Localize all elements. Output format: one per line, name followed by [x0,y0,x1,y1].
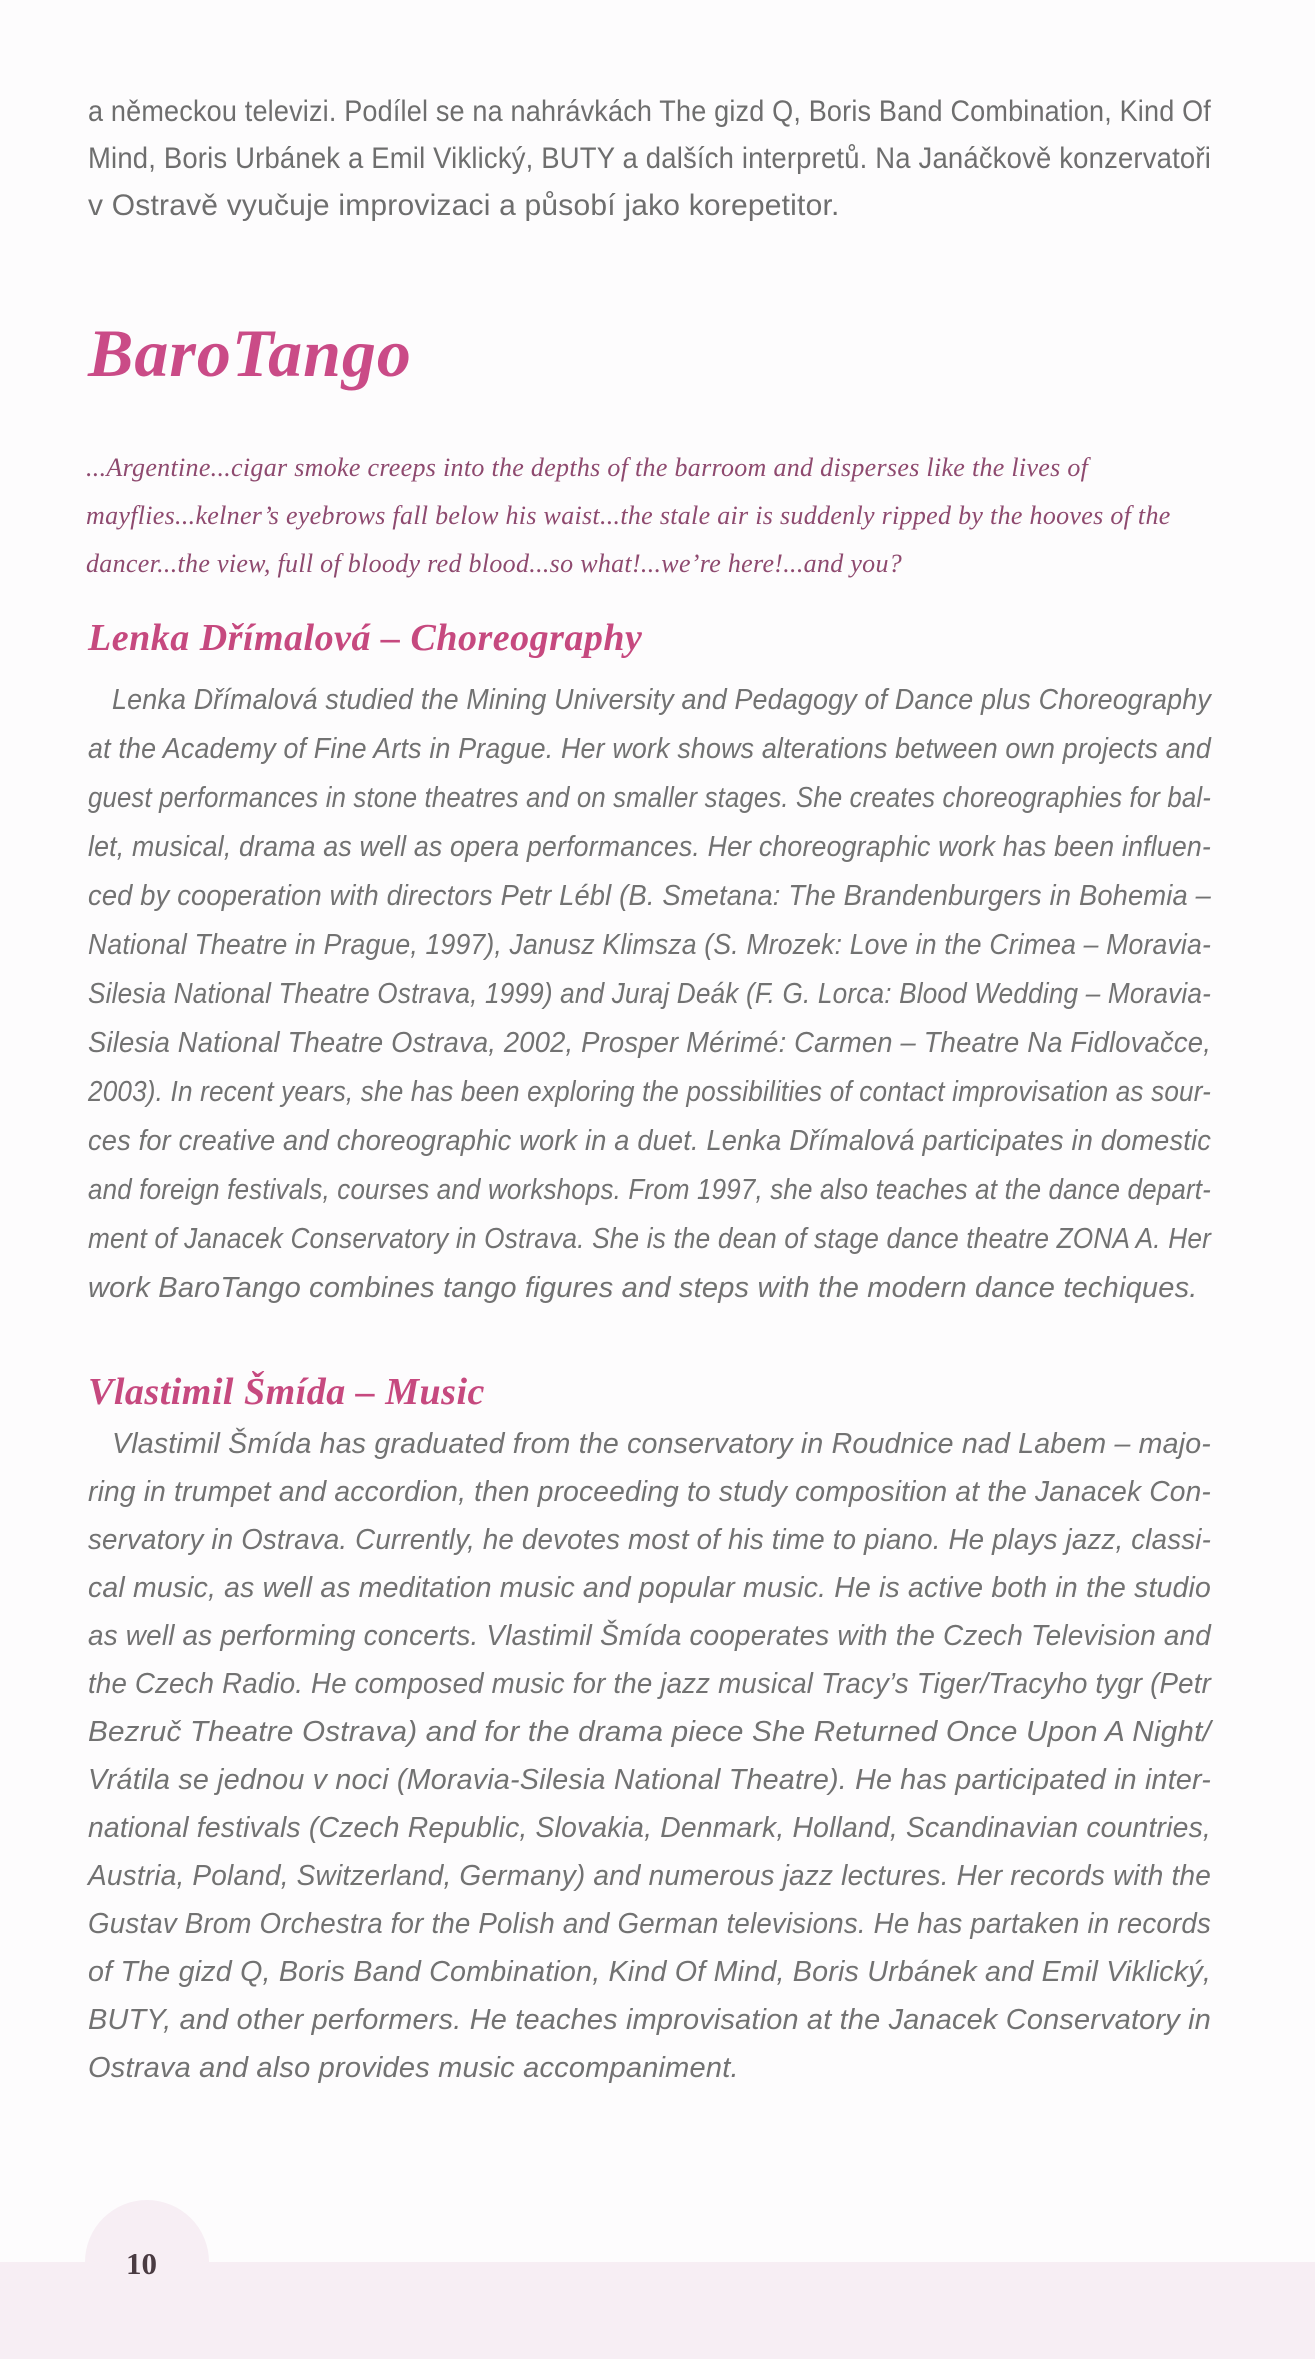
text-line: ced by cooperation with directors Petr Lébl (B. Smetana: The Brandenburgers in Bohemia – [88,880,1211,912]
text-line: Silesia National Theatre Ostrava, 2002, Prosper Mérimé: Carmen – Theatre Na Fidlovačce, [88,1027,1211,1059]
text-line: Bezruč Theatre Ostrava) and for the drama piece She Returned Once Upon A Night/ [88,1716,1211,1748]
text-line: Gustav Brom Orchestra for the Polish and German televisions. He has partaken in records [88,1908,1211,1940]
intro-paragraph [88,88,1211,229]
text-line: ment of Janacek Conservatory in Ostrava. She is the dean of stage dance theatre ZONA A. Her [88,1223,1211,1255]
text-line: Lenka Dřímalová studied the Mining University and Pedagogy of Dance plus Choreography [112,684,1211,716]
text-line: cal music, as well as meditation music and popular music. He is active both in the studio [88,1572,1211,1604]
text-line: at the Academy of Fine Arts in Prague. Her work shows alterations between own projects and [88,733,1211,765]
footer-band [0,2262,1315,2359]
text-line: a německou televizi. Podílel se na nahrávkách The gizd Q, Boris Band Combination, Kind Of [88,95,1211,128]
text-line: ces for creative and choreographic work in a duet. Lenka Dřímalová participates in domestic [88,1125,1211,1157]
text-line: ring in trumpet and accordion, then proceeding to study composition at the Janacek Con- [88,1476,1211,1508]
page-number: 10 [126,2246,157,2281]
text-line: v Ostravě vyučuje improvizaci a působí jako korepetitor. [88,189,840,222]
section-heading-music: Vlastimil Šmída – Music [88,1371,485,1413]
text-line: let, musical, drama as well as opera performances. Her choreographic work has been influen- [88,831,1211,863]
text-line: national festivals (Czech Republic, Slovakia, Denmark, Holland, Scandinavian countries, [88,1812,1211,1844]
section-heading-choreography: Lenka Dřímalová – Choreography [88,617,643,659]
text-line: servatory in Ostrava. Currently, he devotes most of his time to piano. He plays jazz, classi- [88,1524,1211,1556]
text-line: the Czech Radio. He composed music for the jazz musical Tracy’s Tiger/Tracyho tygr (Petr [88,1668,1211,1700]
text-line: National Theatre in Prague, 1997), Janusz Klimsza (S. Mrozek: Love in the Crimea – Moravia- [88,929,1211,961]
text-line: Austria, Poland, Switzerland, Germany) and numerous jazz lectures. Her records with the [88,1860,1211,1892]
text-line: Silesia National Theatre Ostrava, 1999) and Juraj Deák (F. G. Lorca: Blood Wedding – Moravia- [88,978,1211,1010]
quote-paragraph [86,444,1211,588]
section-body-choreography [88,676,1211,1313]
text-line: dancer...the view, full of bloody red blood...so what!...we’re here!...and you? [86,549,903,578]
text-line: as well as performing concerts. Vlastimil Šmída cooperates with the Czech Television and [88,1620,1211,1652]
text-line: Ostrava and also provides music accompaniment. [88,2052,739,2084]
text-line: Vrátila se jednou v noci (Moravia-Silesia National Theatre). He has participated in inter- [88,1764,1211,1796]
text-line: work BaroTango combines tango figures and steps with the modern dance techiques. [88,1272,1198,1304]
text-line: BUTY, and other performers. He teaches improvisation at the Janacek Conservatory in [88,2004,1211,2036]
page-title: BaroTango [88,315,412,391]
text-line: guest performances in stone theatres and on smaller stages. She creates choreographies for bal- [88,782,1211,814]
section-body-music [88,1420,1211,2092]
text-line: and foreign festivals, courses and workshops. From 1997, she also teaches at the dance depart- [88,1174,1211,1206]
text-line: Vlastimil Šmída has graduated from the conservatory in Roudnice nad Labem – majo- [112,1428,1211,1460]
text-line: Mind, Boris Urbánek a Emil Viklický, BUTY a dalších interpretů. Na Janáčkově konzervatoři [88,142,1211,175]
text-line: ...Argentine...cigar smoke creeps into the depths of the barroom and disperses like the lives of [86,453,1089,482]
text-line: mayflies...kelner’s eyebrows fall below his waist...the stale air is suddenly ripped by the hooves of the [86,501,1171,530]
text-line: 2003). In recent years, she has been exploring the possibilities of contact improvisation as sour- [88,1076,1211,1108]
text-line: of The gizd Q, Boris Band Combination, Kind Of Mind, Boris Urbánek and Emil Viklický, [88,1956,1211,1988]
